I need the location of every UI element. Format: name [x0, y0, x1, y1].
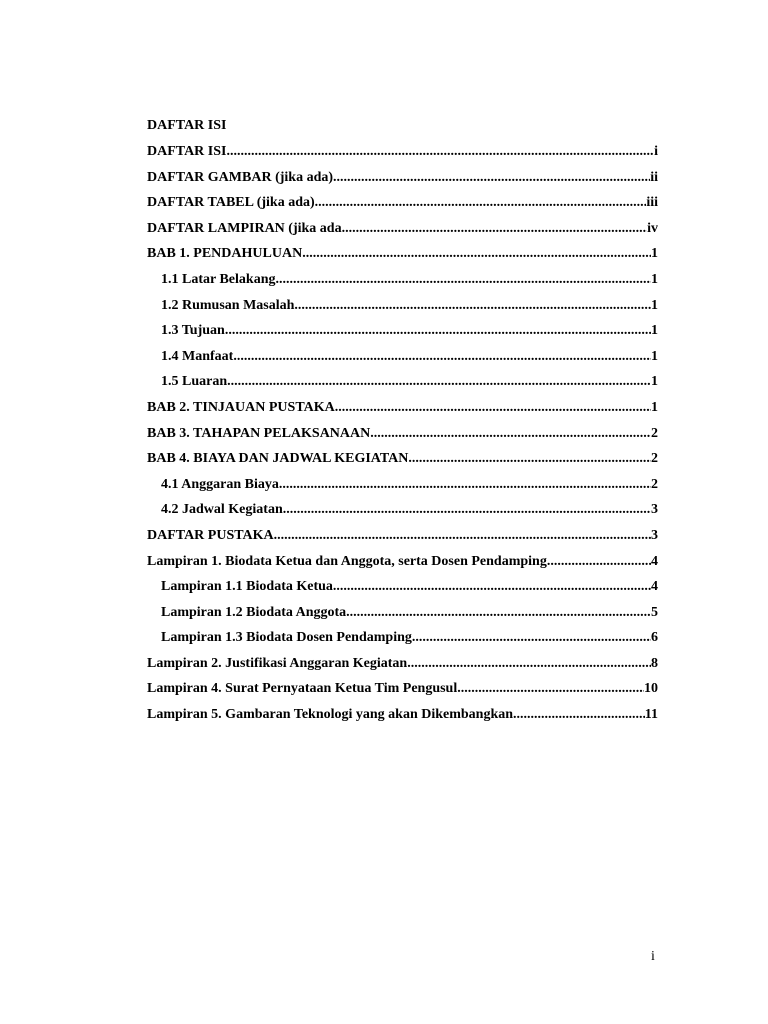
toc-entry[interactable] — [147, 373, 658, 399]
toc-entry[interactable] — [147, 169, 658, 195]
toc-entry-text: DAFTAR GAMBAR (jika ada) — [147, 169, 334, 185]
toc-dot-leader — [335, 399, 651, 417]
toc-entry-text: Lampiran 1.2 Biodata Anggota — [161, 604, 347, 620]
toc-entry[interactable] — [147, 194, 658, 220]
toc-entry-page: 3 — [651, 527, 658, 543]
toc-dot-leader — [274, 527, 651, 545]
toc-entry-text: 1.4 Manfaat — [161, 348, 234, 364]
toc-dot-leader — [547, 553, 651, 571]
toc-heading: DAFTAR ISI — [147, 118, 227, 133]
toc-entry-text: DAFTAR ISI — [147, 144, 227, 159]
toc-entry-text: BAB 4. BIAYA DAN JADWAL KEGIATAN — [147, 451, 409, 467]
toc-entry-page: ii — [650, 169, 658, 185]
toc-entry[interactable] — [147, 655, 658, 681]
toc-entry-page: 1 — [651, 399, 658, 415]
toc-entry-text: Lampiran 1.3 Biodata Dosen Pendamping — [161, 630, 412, 646]
toc-entry-text: Lampiran 2. Justifikasi Anggaran Kegiatan — [147, 655, 408, 671]
toc-entry[interactable] — [147, 271, 658, 297]
toc-entry-text: BAB 3. TAHAPAN PELAKSANAAN — [147, 425, 371, 441]
toc-dot-leader — [457, 680, 644, 698]
toc-entry-page: 2 — [651, 451, 658, 467]
toc-entry[interactable] — [147, 680, 658, 706]
toc-dot-leader — [346, 604, 651, 622]
toc-entry[interactable] — [147, 297, 658, 323]
toc-dot-leader — [315, 194, 647, 212]
toc-entry-page: 1 — [651, 374, 658, 390]
toc-dot-leader — [513, 706, 645, 724]
toc-entry-page: 5 — [651, 604, 658, 620]
toc-entry[interactable] — [147, 527, 658, 553]
toc-entry-page: 8 — [651, 655, 658, 671]
toc-entry-text: 4.1 Anggaran Biaya — [161, 476, 279, 492]
toc-entry[interactable] — [147, 425, 658, 451]
toc-entry-text: DAFTAR LAMPIRAN (jika ada — [147, 220, 342, 236]
toc-entry[interactable] — [147, 220, 658, 246]
toc-entry-page: 4 — [651, 553, 658, 569]
toc-entry-page: 3 — [651, 502, 658, 518]
toc-dot-leader — [333, 169, 650, 187]
toc-list — [147, 143, 658, 732]
toc-entry-page: iv — [647, 220, 658, 236]
toc-entry-page: 1 — [651, 348, 658, 364]
page-number: i — [651, 949, 655, 964]
toc-entry-page: 4 — [651, 579, 658, 595]
toc-entry-page: 11 — [644, 707, 658, 723]
toc-dot-leader — [408, 450, 651, 468]
toc-entry[interactable] — [147, 245, 658, 271]
toc-dot-leader — [342, 220, 648, 238]
toc-entry-page: 10 — [644, 681, 658, 697]
toc-entry[interactable] — [147, 322, 658, 348]
toc-entry[interactable] — [147, 501, 658, 527]
toc-dot-leader — [370, 425, 651, 443]
toc-entry-text: 4.2 Jadwal Kegiatan — [161, 502, 283, 518]
toc-entry-page: 6 — [651, 630, 658, 646]
toc-entry-text: 1.1 Latar Belakang — [161, 271, 276, 287]
toc-entry[interactable] — [147, 450, 658, 476]
toc-entry-page: 1 — [651, 297, 658, 313]
toc-dot-leader — [283, 501, 651, 519]
toc-entry-page: i — [654, 144, 658, 159]
toc-dot-leader — [227, 373, 651, 391]
toc-entry[interactable] — [147, 553, 658, 579]
toc-dot-leader — [233, 348, 651, 366]
toc-entry[interactable] — [147, 348, 658, 374]
toc-dot-leader — [225, 322, 651, 340]
toc-entry-text: DAFTAR PUSTAKA — [147, 527, 274, 543]
toc-dot-leader — [333, 578, 651, 596]
toc-entry[interactable] — [147, 476, 658, 502]
toc-entry-page: 1 — [651, 323, 658, 339]
toc-dot-leader — [226, 143, 654, 161]
toc-entry-text: 1.3 Tujuan — [161, 323, 225, 339]
toc-dot-leader — [279, 476, 651, 494]
toc-dot-leader — [275, 271, 651, 289]
toc-entry[interactable] — [147, 399, 658, 425]
toc-entry[interactable] — [147, 578, 658, 604]
toc-entry-text: DAFTAR TABEL (jika ada) — [147, 195, 315, 211]
toc-entry[interactable] — [147, 629, 658, 655]
toc-entry-page: 2 — [651, 476, 658, 492]
toc-entry-text: BAB 1. PENDAHULUAN — [147, 246, 303, 262]
toc-dot-leader — [407, 655, 651, 673]
toc-dot-leader — [302, 245, 651, 263]
toc-entry[interactable] — [147, 706, 658, 732]
toc-entry-text: Lampiran 5. Gambaran Teknologi yang akan Dikembangkan — [147, 707, 514, 723]
toc-entry-text: 1.5 Luaran — [161, 374, 228, 390]
toc-entry-text: Lampiran 1.1 Biodata Ketua — [161, 579, 333, 595]
toc-entry-text: Lampiran 1. Biodata Ketua dan Anggota, serta Dosen Pendamping — [147, 553, 547, 569]
toc-entry-text: BAB 2. TINJAUAN PUSTAKA — [147, 399, 335, 415]
toc-entry-page: 2 — [651, 425, 658, 441]
toc-entry[interactable] — [147, 143, 658, 169]
toc-entry-page: 1 — [651, 246, 658, 262]
toc-entry-text: Lampiran 4. Surat Pernyataan Ketua Tim Pengusul — [147, 681, 458, 697]
toc-entry[interactable] — [147, 604, 658, 630]
toc-entry-page: 1 — [651, 271, 658, 287]
toc-dot-leader — [294, 297, 651, 315]
toc-entry-page: iii — [646, 195, 658, 211]
toc-entry-text: 1.2 Rumusan Masalah — [161, 297, 295, 313]
toc-dot-leader — [412, 629, 651, 647]
